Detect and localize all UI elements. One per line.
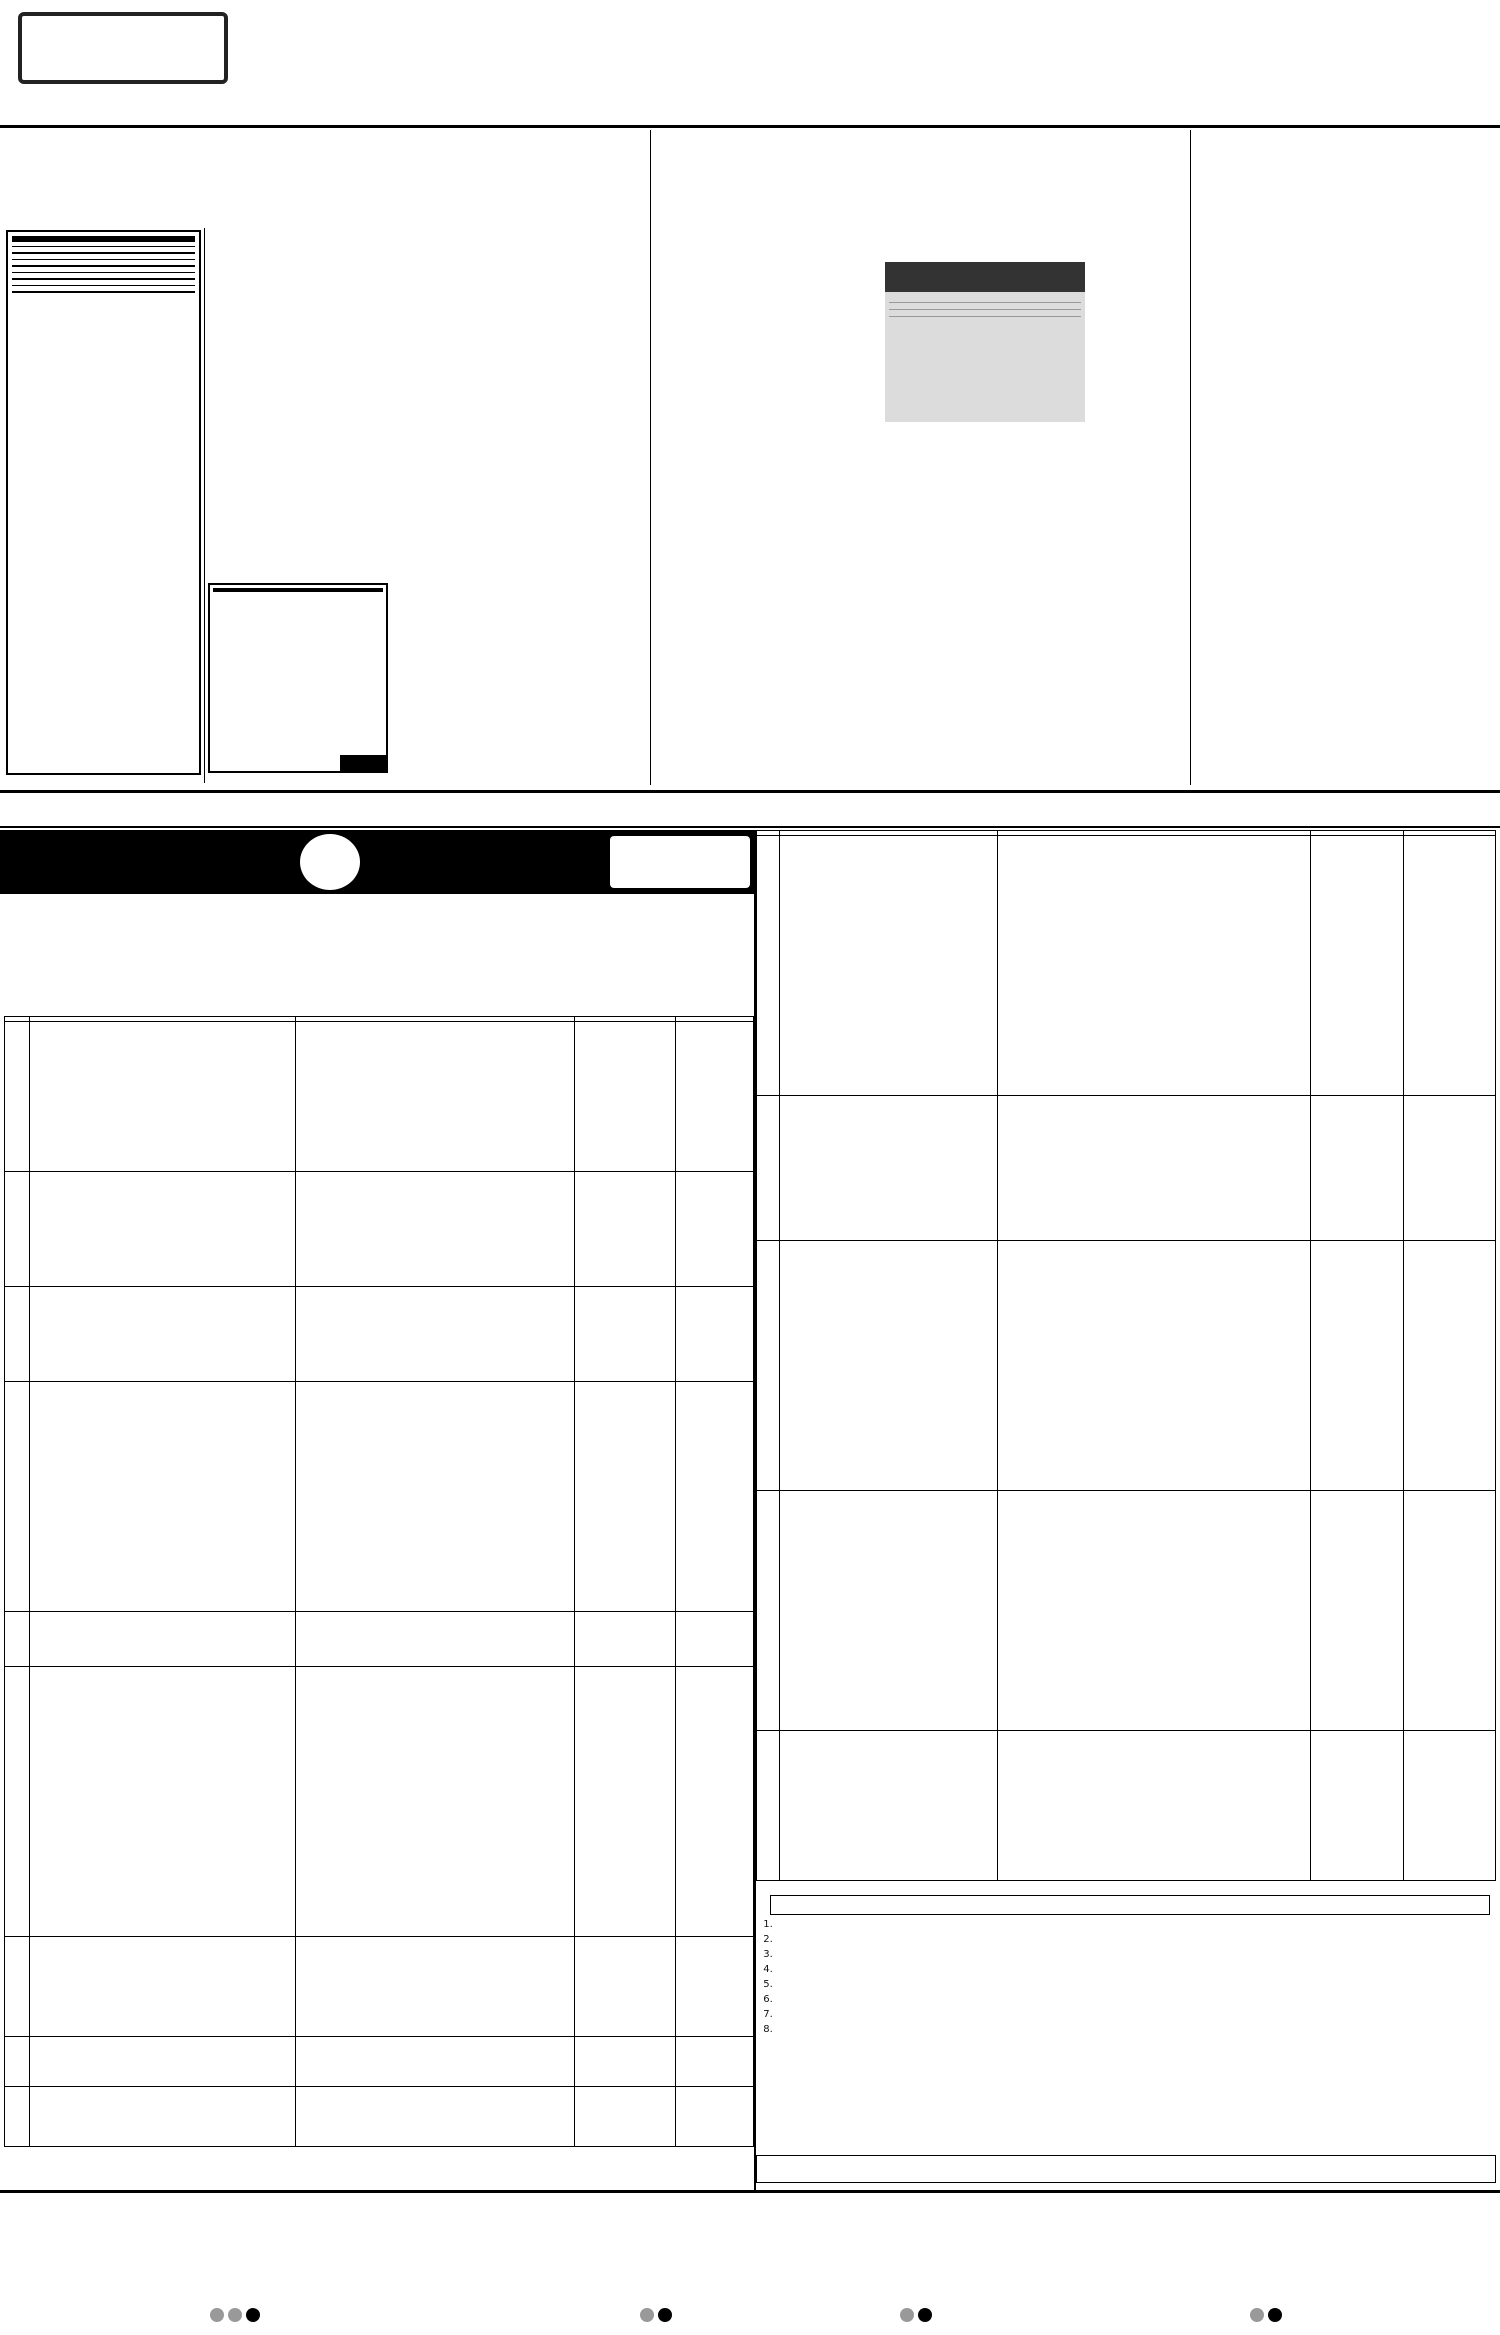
date-cell bbox=[675, 2087, 753, 2147]
terms-item bbox=[776, 2008, 1495, 2021]
price-cell bbox=[1310, 1241, 1404, 1491]
sale-notice-intro bbox=[6, 952, 751, 1012]
property-cell bbox=[295, 1172, 574, 1287]
tender-item bbox=[12, 272, 195, 285]
registration-dot-icon bbox=[658, 2308, 672, 2322]
price-cell bbox=[1310, 1731, 1404, 1881]
article-debate-col2 bbox=[430, 232, 645, 577]
price-cell bbox=[1310, 1491, 1404, 1731]
property-cell bbox=[295, 1382, 574, 1612]
price-cell bbox=[575, 2087, 676, 2147]
price-cell bbox=[575, 1022, 676, 1172]
price-cell bbox=[575, 1937, 676, 2037]
table-row bbox=[5, 1287, 754, 1382]
registration-dot-icon bbox=[1268, 2308, 1282, 2322]
property-cell bbox=[998, 1096, 1310, 1241]
date-cell bbox=[675, 1287, 753, 1382]
date-cell bbox=[675, 1172, 753, 1287]
borrower-cell bbox=[29, 2037, 295, 2087]
date-cell bbox=[1404, 1731, 1496, 1881]
date-cell bbox=[675, 1022, 753, 1172]
price-cell bbox=[1310, 836, 1404, 1096]
property-cell bbox=[998, 1731, 1310, 1881]
workshop-tender-notice bbox=[208, 583, 388, 773]
masthead bbox=[0, 0, 1500, 128]
row-number bbox=[757, 1096, 780, 1241]
notice2-header bbox=[213, 588, 383, 592]
table-row bbox=[757, 1241, 1496, 1491]
terms-heading bbox=[770, 1895, 1490, 1915]
property-cell bbox=[295, 1667, 574, 1937]
mega-eauction-bar bbox=[0, 790, 1500, 828]
row-number bbox=[5, 1667, 30, 1937]
table-row bbox=[5, 2087, 754, 2147]
bank-banner bbox=[0, 830, 755, 894]
date-cell bbox=[675, 1382, 753, 1612]
registration-dot-icon bbox=[640, 2308, 654, 2322]
vertical-branch-label bbox=[648, 1340, 678, 1700]
table-row bbox=[5, 1382, 754, 1612]
notice-tag bbox=[340, 755, 388, 771]
price-cell bbox=[1310, 1096, 1404, 1241]
bullet-item bbox=[889, 296, 1081, 303]
tender-bar bbox=[12, 291, 195, 293]
article-bjd-col1 bbox=[655, 260, 880, 785]
article-debate-col1 bbox=[210, 232, 420, 577]
terms-item bbox=[776, 1918, 1495, 1931]
article-cricket bbox=[395, 640, 645, 785]
registration-dot-icon bbox=[210, 2308, 224, 2322]
row-number bbox=[5, 1612, 30, 1667]
bank-logo-icon bbox=[300, 834, 360, 890]
property-cell bbox=[295, 1022, 574, 1172]
borrower-cell bbox=[29, 1022, 295, 1172]
date-cell bbox=[1404, 836, 1496, 1096]
row-number bbox=[5, 1937, 30, 2037]
borrower-cell bbox=[29, 1612, 295, 1667]
date-cell bbox=[675, 2037, 753, 2087]
table-row bbox=[5, 1937, 754, 2037]
property-cell bbox=[295, 1937, 574, 2037]
table-row bbox=[5, 1022, 754, 1172]
print-registration-marks bbox=[0, 2300, 1500, 2330]
table-row bbox=[757, 836, 1496, 1096]
row-number bbox=[5, 1287, 30, 1382]
borrower-cell bbox=[779, 1096, 998, 1241]
borrower-cell bbox=[29, 1667, 295, 1937]
tender-item bbox=[12, 246, 195, 259]
row-number bbox=[5, 2087, 30, 2147]
auction-table-right bbox=[756, 830, 1496, 1890]
property-cell bbox=[998, 1491, 1310, 1731]
bullet-item bbox=[889, 310, 1081, 317]
edition-name bbox=[1030, 18, 1450, 88]
row-number bbox=[5, 1172, 30, 1287]
terms-list bbox=[760, 1918, 1495, 2154]
terms-item bbox=[776, 1993, 1495, 2006]
borrower-cell bbox=[29, 1172, 295, 1287]
date-cell bbox=[675, 1937, 753, 2037]
borrower-cell bbox=[29, 2087, 295, 2147]
borrower-cell bbox=[29, 1382, 295, 1612]
borrower-cell bbox=[779, 836, 998, 1096]
tender-bar bbox=[12, 265, 195, 267]
terms-item bbox=[776, 2023, 1495, 2036]
terms-item bbox=[776, 1933, 1495, 1946]
vertical-branch-label bbox=[1465, 1160, 1495, 1500]
ad-divider bbox=[754, 830, 756, 2190]
registration-dot-icon bbox=[918, 2308, 932, 2322]
registration-dot-icon bbox=[900, 2308, 914, 2322]
borrower-cell bbox=[29, 1937, 295, 2037]
bullet-item bbox=[889, 303, 1081, 310]
ad-bottom-rule bbox=[0, 2190, 1500, 2193]
table-row bbox=[757, 1731, 1496, 1881]
article-cricket-champion bbox=[1295, 210, 1495, 785]
row-number bbox=[5, 1022, 30, 1172]
headline-debate-competition bbox=[10, 135, 650, 213]
registration-dot-icon bbox=[228, 2308, 242, 2322]
terms-item bbox=[776, 1948, 1495, 1961]
auction-table bbox=[756, 830, 1496, 1881]
registration-dot-icon bbox=[1250, 2308, 1264, 2322]
row-number bbox=[757, 1241, 780, 1491]
row-number bbox=[5, 1382, 30, 1612]
signature-box bbox=[756, 2155, 1496, 2183]
railway-tender-notice bbox=[6, 230, 201, 775]
article-bullets bbox=[885, 292, 1085, 422]
borrower-cell bbox=[779, 1241, 998, 1491]
row-number bbox=[757, 1491, 780, 1731]
borrower-cell bbox=[779, 1731, 998, 1881]
auction-table bbox=[4, 1016, 754, 2147]
eauction-label bbox=[610, 836, 750, 888]
property-cell bbox=[295, 2037, 574, 2087]
price-cell bbox=[575, 1667, 676, 1937]
date-cell bbox=[1404, 1491, 1496, 1731]
tender-bar bbox=[12, 252, 195, 254]
tender-item bbox=[12, 285, 195, 298]
tender-item bbox=[12, 259, 195, 272]
table-row bbox=[757, 1491, 1496, 1731]
column-rule bbox=[1190, 130, 1191, 785]
row-number bbox=[757, 1731, 780, 1881]
row-number bbox=[757, 836, 780, 1096]
registration-dot-icon bbox=[246, 2308, 260, 2322]
table-row bbox=[5, 1172, 754, 1287]
auction-table-left bbox=[4, 1016, 754, 2176]
newspaper-logo bbox=[18, 12, 228, 84]
column-rule bbox=[204, 228, 205, 783]
table-row bbox=[5, 2037, 754, 2087]
property-cell bbox=[295, 2087, 574, 2147]
headline-cricket-champion bbox=[1195, 162, 1490, 204]
date-cell bbox=[675, 1612, 753, 1667]
date-cell bbox=[675, 1667, 753, 1937]
article-kicker bbox=[885, 262, 1085, 292]
property-cell bbox=[295, 1612, 574, 1667]
table-row bbox=[5, 1612, 754, 1667]
headline-bjd-leader bbox=[655, 135, 1175, 245]
notice-header bbox=[12, 236, 195, 242]
row-number bbox=[5, 2037, 30, 2087]
borrower-cell bbox=[29, 1287, 295, 1382]
price-cell bbox=[575, 2037, 676, 2087]
property-cell bbox=[998, 836, 1310, 1096]
terms-item bbox=[776, 1963, 1495, 1976]
terms-item bbox=[776, 1978, 1495, 1991]
borrower-cell bbox=[779, 1491, 998, 1731]
property-cell bbox=[295, 1287, 574, 1382]
table-row bbox=[757, 1096, 1496, 1241]
logo-wordmark bbox=[18, 12, 228, 84]
column-rule bbox=[650, 130, 651, 785]
price-cell bbox=[575, 1172, 676, 1287]
tender-bar bbox=[12, 278, 195, 280]
table-row bbox=[5, 1667, 754, 1937]
article-bjd-col2 bbox=[880, 425, 1085, 785]
property-cell bbox=[998, 1241, 1310, 1491]
